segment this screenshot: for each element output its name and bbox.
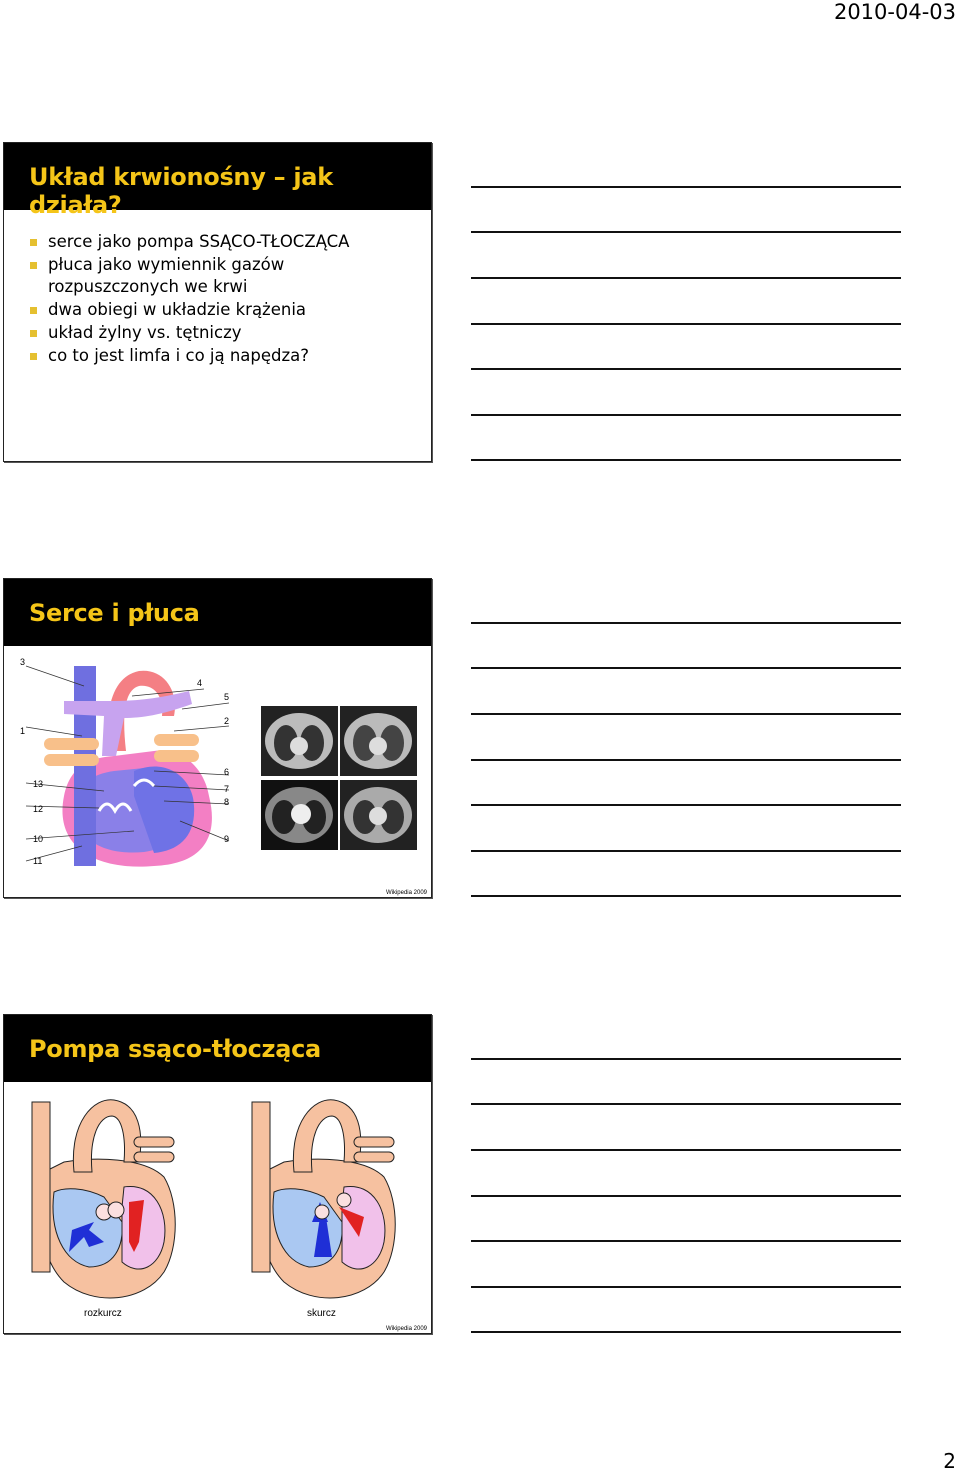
caption-diastole: rozkurcz: [84, 1308, 122, 1319]
slide-2: [3, 578, 432, 898]
diagram-label: 8: [224, 797, 230, 807]
print-date: 2010-04-03: [833, 0, 956, 24]
bullet-item: serce jako pompa SSĄCO-TŁOCZĄCA: [28, 231, 431, 254]
diagram-label: 12: [33, 804, 44, 814]
bullet-list: [4, 210, 431, 367]
slide-title: Układ krwionośny – jak działa?: [29, 163, 333, 219]
diagram-label: 6: [224, 767, 230, 777]
systole-heart: [252, 1100, 395, 1298]
bullet-item: dwa obiegi w układzie krążenia: [28, 299, 431, 322]
diagram-label: 2: [224, 716, 230, 726]
diagram-label: 13: [33, 779, 44, 789]
image-credit: Wikipedia 2009: [385, 1326, 427, 1332]
heart-diagram: [4, 646, 431, 897]
slide-title-bar: [4, 143, 431, 219]
diagram-label: 9: [224, 834, 230, 844]
diagram-label: 5: [224, 692, 230, 702]
caption-systole: skurcz: [307, 1308, 336, 1319]
slide-1: [3, 142, 432, 462]
diagram-label: 1: [20, 726, 26, 736]
ct-scan-images: [261, 706, 417, 850]
slide-title: Serce i płuca: [29, 599, 200, 627]
bullet-item: co to jest limfa i co ją napędza?: [28, 345, 431, 368]
slide-title-bar: [4, 579, 431, 646]
page-number: 2: [943, 1449, 956, 1473]
diagram-label: 11: [33, 856, 43, 866]
diagram-label: 7: [224, 784, 230, 794]
diagram-label: 10: [33, 834, 44, 844]
bullet-item: płuca jako wymiennik gazów rozpuszczonych we krwi: [28, 254, 398, 299]
slide-title: Pompa ssąco-tłocząca: [29, 1035, 321, 1063]
slide-title-bar: [4, 1015, 431, 1082]
diastole-heart: [32, 1100, 175, 1298]
bullet-item: układ żylny vs. tętniczy: [28, 322, 431, 345]
heart-cycle-diagram: [4, 1082, 431, 1333]
diagram-label: 3: [20, 657, 26, 667]
diagram-label: 4: [197, 678, 203, 688]
image-credit: Wikipedia 2009: [385, 890, 427, 896]
slide-3: [3, 1014, 432, 1334]
